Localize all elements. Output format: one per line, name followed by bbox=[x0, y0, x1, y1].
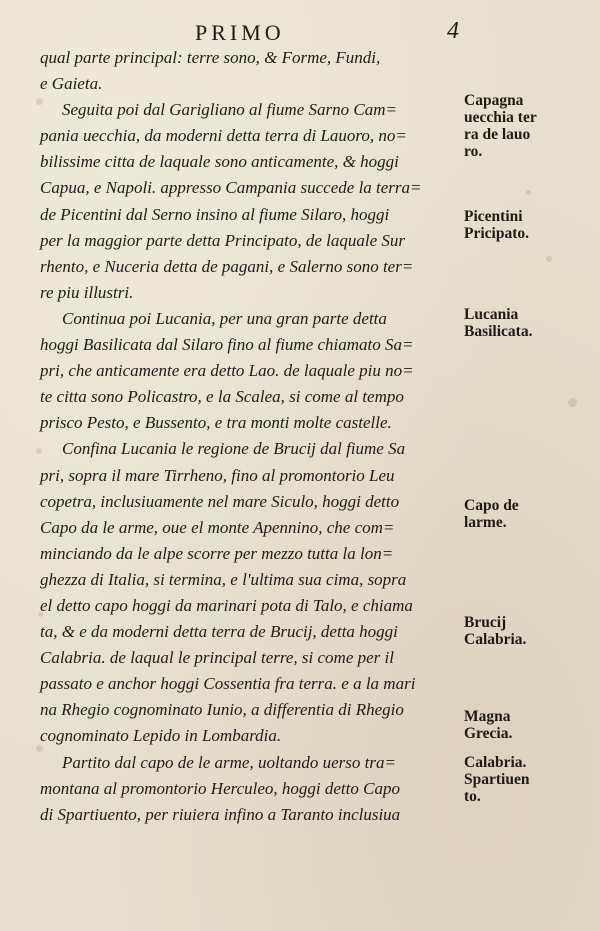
margin-note-line: Capo de bbox=[464, 497, 519, 514]
margin-note bbox=[464, 497, 596, 531]
text-line: ghezza di Italia, si termina, e l'ultima sua cima, sopra bbox=[40, 569, 407, 589]
margin-note bbox=[464, 306, 596, 340]
margin-note-line: Capagna bbox=[464, 92, 524, 109]
text-line: Capua, e Napoli. appresso Campania succede la terra= bbox=[40, 178, 422, 198]
margin-note bbox=[464, 208, 596, 242]
text-line: el detto capo hoggi da marinari pota di Talo, e chiama bbox=[40, 595, 413, 615]
text-line: e Gaieta. bbox=[40, 74, 103, 94]
text-line: Calabria. de laqual le principal terre, si come per il bbox=[40, 648, 394, 668]
text-line: per la maggior parte detta Principato, de laquale Sur bbox=[40, 230, 405, 250]
text-line: bilissime citta de laquale sono anticamente, & hoggi bbox=[40, 152, 399, 172]
margin-note-line: Magna bbox=[464, 708, 511, 725]
text-line: de Picentini dal Serno insino al fiume Silaro, hoggi bbox=[40, 204, 390, 224]
body-text bbox=[40, 45, 460, 828]
text-line: passato e anchor hoggi Cossentia fra terra. e a la mari bbox=[40, 674, 416, 694]
text-line: Seguita poi dal Garigliano al fiume Sarno Cam= bbox=[62, 100, 397, 120]
margin-note-line: ro. bbox=[464, 143, 483, 160]
text-line: pri, che anticamente era detto Lao. de laquale piu no= bbox=[40, 361, 414, 381]
text-line: Capo da le arme, oue el monte Apennino, che com= bbox=[40, 517, 395, 537]
margin-note-line: Grecia. bbox=[464, 725, 513, 742]
margin-note bbox=[464, 754, 596, 805]
text-line: Confina Lucania le regione de Brucij dal fiume Sa bbox=[62, 439, 406, 459]
text-line: copetra, inclusiuamente nel mare Siculo, hoggi detto bbox=[40, 491, 400, 511]
ink-blot bbox=[546, 256, 552, 262]
margin-note-line: uecchia ter bbox=[464, 109, 537, 126]
margin-note-line: Basilicata. bbox=[464, 323, 533, 340]
ink-blot bbox=[38, 612, 43, 617]
margin-note-line: Brucij bbox=[464, 614, 507, 631]
text-line: Continua poi Lucania, per una gran parte detta bbox=[62, 308, 387, 328]
margin-note-line: larme. bbox=[464, 514, 507, 531]
text-line: di Spartiuento, per riuiera infino a Taranto inclusiua bbox=[40, 804, 401, 824]
text-line: cognominato Lepido in Lombardia. bbox=[40, 726, 282, 746]
text-line: prisco Pesto, e Bussento, e tra monti molte castelle. bbox=[40, 413, 392, 433]
margin-note-line: ra de lauo bbox=[464, 126, 531, 143]
margin-note-line: Picentini bbox=[464, 208, 523, 225]
margin-note-line: Calabria. bbox=[464, 754, 527, 771]
margin-notes bbox=[464, 0, 596, 931]
text-line: rhento, e Nuceria detta de pagani, e Salerno sono ter= bbox=[40, 256, 414, 276]
text-line: hoggi Basilicata dal Silaro fino al fiume chiamato Sa= bbox=[40, 335, 414, 355]
text-line: Partito dal capo de le arme, uoltando uerso tra= bbox=[62, 752, 396, 772]
page-number: 4 bbox=[447, 18, 459, 44]
text-line: minciando da le alpe scorre per mezzo tutta la lon= bbox=[40, 543, 394, 563]
text-line: na Rhegio cognominato Iunio, a differentia di Rhegio bbox=[40, 700, 404, 720]
margin-note bbox=[464, 708, 596, 742]
text-line: qual parte principal: terre sono, & Forme, Fundi, bbox=[40, 48, 381, 67]
page-header-title: PRIMO bbox=[195, 20, 285, 45]
ink-blot bbox=[36, 98, 43, 105]
margin-note bbox=[464, 92, 596, 160]
text-line: pania uecchia, da moderni detta terra di Lauoro, no= bbox=[40, 126, 407, 146]
text-line: re piu illustri. bbox=[40, 282, 134, 302]
text-line: pri, sopra il mare Tirrheno, fino al promontorio Leu bbox=[40, 465, 395, 485]
ink-blot bbox=[568, 398, 577, 407]
margin-note-line: Lucania bbox=[464, 306, 519, 323]
text-line: te citta sono Policastro, e la Scalea, si come al tempo bbox=[40, 387, 404, 407]
ink-blot bbox=[36, 448, 42, 454]
margin-note-line: Pricipato. bbox=[464, 225, 529, 242]
ink-blot bbox=[36, 745, 43, 752]
ink-blot bbox=[526, 190, 531, 195]
margin-note-line: Spartiuen bbox=[464, 771, 530, 788]
text-line: montana al promontorio Herculeo, hoggi detto Capo bbox=[40, 778, 400, 798]
margin-note-line: Calabria. bbox=[464, 631, 527, 648]
margin-note-line: to. bbox=[464, 788, 481, 805]
text-line: ta, & e da moderni detta terra de Brucij, detta hoggi bbox=[40, 622, 398, 642]
margin-note bbox=[464, 614, 596, 648]
